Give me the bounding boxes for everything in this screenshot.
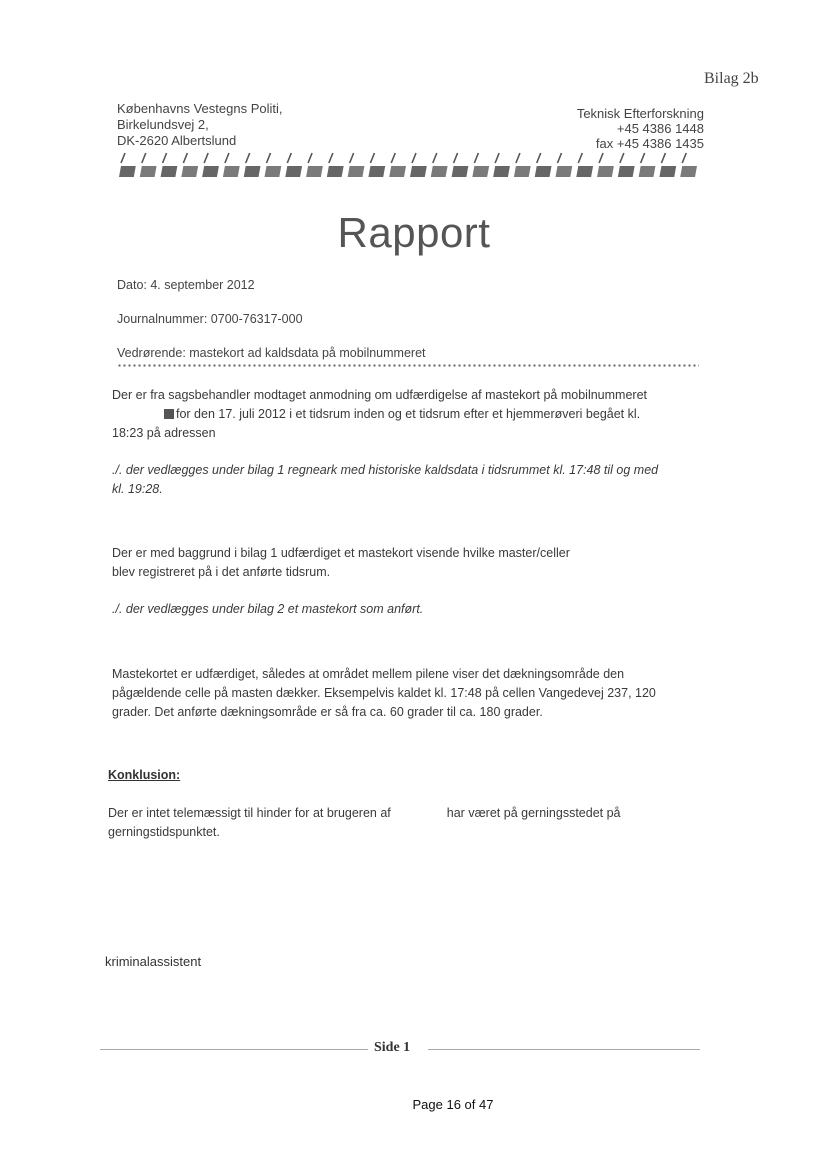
text-line: kl. 19:28. xyxy=(112,482,163,496)
text-line: pågældende celle på masten dækker. Eksempelvis kaldet kl. 17:48 på cellen Vangedevej 237, 120 xyxy=(112,686,656,700)
bilag-label: Bilag 2b xyxy=(704,70,759,87)
text-line: ./. der vedlægges under bilag 1 regneark med historiske kaldsdata i tidsrummet kl. 17:48 til og med xyxy=(112,463,659,477)
footer-rule-right xyxy=(428,1049,700,1050)
text-line: 18:23 på adressen xyxy=(112,426,216,440)
footer-page-label: Side 1 xyxy=(374,1040,411,1055)
text-line: Mastekortet er udfærdiget, således at området mellem pilene viser det dækningsområde den xyxy=(112,667,625,681)
paragraph-request xyxy=(112,386,712,443)
conclusion-text xyxy=(108,804,708,842)
text-fragment: har været på gerningsstedet på xyxy=(446,806,621,820)
text-line: for den 17. juli 2012 i et tidsrum inden og et tidsrum efter et hjemmerøveri begået kl. xyxy=(176,407,641,421)
subject-line: Vedrørende: mastekort ad kaldsdata på mobilnummeret xyxy=(117,346,426,360)
org-line: Birkelundsvej 2, xyxy=(117,117,209,132)
page-number: Page 16 of 47 xyxy=(412,1097,494,1112)
police-checker-stripe xyxy=(117,152,699,178)
signature-title: kriminalassistent xyxy=(105,954,202,969)
footer-rule-left xyxy=(100,1049,368,1050)
dept-line: Teknisk Efterforskning xyxy=(576,106,704,121)
org-line: DK-2620 Albertslund xyxy=(117,133,237,148)
org-line: Københavns Vestegns Politi, xyxy=(117,101,283,116)
paragraph-bilag2: ./. der vedlægges under bilag 2 et mastekort som anført. xyxy=(112,602,424,616)
journal-number: Journalnummer: 0700-76317-000 xyxy=(117,312,303,326)
organization-address xyxy=(117,101,283,149)
redaction-mark xyxy=(164,409,174,419)
conclusion-heading: Konklusion: xyxy=(108,768,181,782)
phone-line: +45 4386 1448 xyxy=(616,121,704,136)
text-line: grader. Det anførte dækningsområde er så fra ca. 60 grader til ca. 180 grader. xyxy=(112,705,543,719)
dotted-divider xyxy=(117,364,699,367)
paragraph-bilag1 xyxy=(112,461,712,499)
paragraph-explanation xyxy=(112,665,712,722)
text-line: blev registreret på i det anførte tidsrum. xyxy=(112,565,331,579)
date-field: Dato: 4. september 2012 xyxy=(117,278,255,292)
text-line: gerningstidspunktet. xyxy=(108,825,220,839)
report-title: Rapport xyxy=(337,209,491,256)
text-line: Der er fra sagsbehandler modtaget anmodning om udfærdigelse af mastekort på mobilnummeret xyxy=(112,388,647,402)
text-fragment: Der er intet telemæssigt til hinder for at brugeren af xyxy=(108,806,391,820)
text-line: Der er med baggrund i bilag 1 udfærdiget et mastekort visende hvilke master/celler xyxy=(112,546,570,560)
paragraph-mastekort xyxy=(112,544,712,582)
fax-line: fax +45 4386 1435 xyxy=(595,136,704,151)
department-contact xyxy=(577,106,704,151)
